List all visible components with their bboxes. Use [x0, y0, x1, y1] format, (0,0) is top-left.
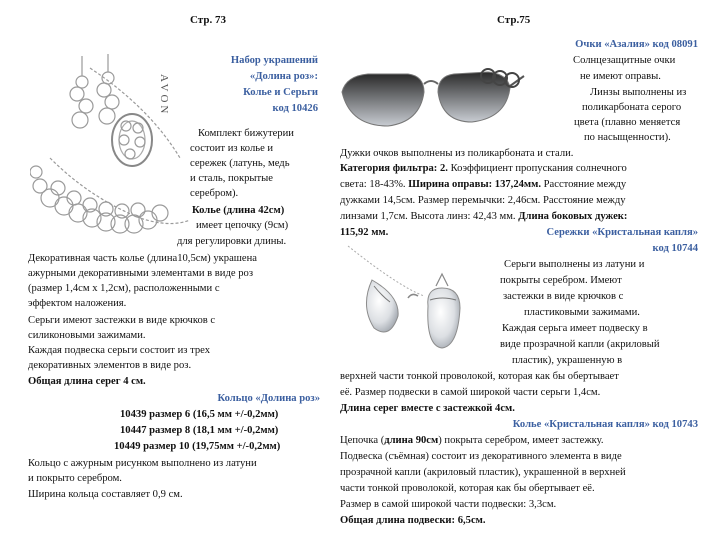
earring-length: Общая длина серег 4 см. — [28, 376, 146, 387]
ring-size: 10439 размер 6 (16,5 мм +/-0,2мм) — [120, 409, 279, 420]
glasses-intro-line: Линзы выполнены из — [590, 87, 687, 98]
page-number-right: Стр.75 — [497, 14, 531, 26]
chain-line: для регулировки длины. — [177, 236, 287, 247]
ring-desc-line: Кольцо с ажурным рисунком выполнено из латуни — [28, 458, 257, 469]
crystal-drop-jewelry-image — [338, 236, 498, 356]
set-body-line: Серьги имеют застежки в виде крючков с — [28, 315, 216, 326]
set-body-line: ажурными декоративными элементами в виде роз — [28, 268, 253, 279]
set-body-line: эффектом наложения. — [28, 298, 127, 309]
set-intro-line: серебром). — [190, 188, 239, 199]
set-body-line: Каждая подвеска серьги состоит из трех — [28, 345, 210, 356]
earrings-desc-line: покрыты серебром. Имеют — [500, 275, 622, 286]
glasses-intro-line: цвета (плавно меняется — [574, 117, 681, 128]
lens-text: линзами 1,7см. Высота линз: 42,43 мм. — [340, 211, 519, 222]
chain-label-b: ) покрыта серебром, имеет застежку. — [438, 435, 604, 446]
necklace-desc-line: прозрачной капли (акриловый пластик), украшенной в верхней — [340, 467, 626, 478]
glasses-temples: Дужки очков выполнены из поликарбоната и стали. — [340, 148, 574, 159]
set-body-line: (размер 1,4см х 1,2см), расположенными с — [28, 283, 220, 294]
glasses-title: Очки «Азалия» код 08091 — [575, 39, 698, 50]
rose-jewelry-set-image — [30, 48, 195, 248]
earrings-desc-line: Каждая серьга имеет подвеску в — [502, 323, 648, 334]
frame-width: Ширина оправы: 137,24мм. — [408, 179, 541, 190]
set-title-line-2: «Долина роз»: — [249, 71, 318, 82]
necklace-desc-line: части тонкой проволокой, которая как бы обертывает её. — [340, 483, 595, 494]
glasses-intro-line: по насыщенности). — [584, 132, 671, 143]
ring-desc-line: и покрыто серебром. — [28, 473, 122, 484]
set-title-line-1: Набор украшений — [230, 55, 318, 66]
set-intro-line: Комплект бижутерии — [198, 128, 294, 139]
earrings-desc-line: Серьги выполнены из латуни и — [504, 259, 645, 270]
earrings-desc-wide-line: верхней части тонкой проволокой, которая как бы обертывает — [340, 371, 619, 382]
earrings-desc-wide-line: её. Размер подвески в самой широкой части серьги 1,4см. — [340, 387, 601, 398]
chain-length: длина 90см — [384, 435, 439, 446]
earrings-desc-line: виде прозрачной капли (акриловый — [500, 339, 660, 350]
frame-line — [340, 178, 626, 192]
set-intro-line: сережек (латунь, медь — [190, 158, 290, 169]
set-body-line: декоративных элементов в виде роз. — [28, 360, 192, 371]
earrings-length: Длина серег вместе с застежкой 4см. — [340, 403, 515, 414]
chain-label-a: Цепочка ( — [340, 435, 385, 446]
set-title-line-3: Колье и Серьги — [243, 87, 318, 98]
temple-length-value: 115,92 мм. — [340, 227, 389, 238]
necklace-desc-line: Подвеска (съёмная) состоит из декоративного элемента в виде — [340, 451, 622, 462]
set-body-line: Декоративная часть колье (длина10,5см) украшена — [28, 253, 257, 264]
glasses-more-line: дужками 14,5см. Размер перемычки: 2,46см. Расстояние между — [340, 195, 626, 206]
set-body-line: силиконовыми зажимами. — [28, 330, 146, 341]
necklace-title: Колье «Кристальная капля» код 10743 — [512, 419, 698, 430]
earrings-desc-line: пластик), украшенную в — [512, 355, 623, 366]
necklace-length: Колье (длина 42см) — [192, 205, 285, 216]
earrings-code: код 10744 — [652, 243, 698, 254]
glasses-intro-line: Солнцезащитные очки — [573, 55, 676, 66]
filter-line — [340, 162, 627, 176]
ring-title: Кольцо «Долина роз» — [217, 393, 320, 404]
pendant-length: Общая длина подвески: 6,5см. — [340, 515, 486, 526]
lens-line — [340, 210, 627, 224]
ring-desc-line: Ширина кольца составляет 0,9 см. — [28, 489, 183, 500]
ring-size: 10447 размер 8 (18,1 мм +/-0,2мм) — [120, 425, 279, 436]
necklace-desc-line: Размер в самой широкой части подвески: 3,3см. — [340, 499, 557, 510]
chain-length-line — [340, 434, 604, 448]
set-intro-line: состоит из колье и — [190, 143, 274, 154]
filter-rest: Коэффициент пропускания солнечного — [447, 163, 627, 174]
earrings-desc-line: застежки в виде крючков с — [503, 291, 624, 302]
chain-line: имеет цепочку (9см) — [196, 220, 289, 231]
earrings-title: Сережки «Кристальная капля» — [546, 227, 698, 238]
filter-label: Категория фильтра: 2. — [340, 163, 448, 174]
light-text: света: 18-43%. — [340, 179, 409, 190]
glasses-intro-line: поликарбоната серого — [582, 102, 682, 113]
brand-logo: AVON — [158, 74, 170, 117]
set-intro-line: и сталь, покрытые — [190, 173, 273, 184]
ring-size: 10449 размер 10 (19,75мм +/-0,2мм) — [114, 441, 281, 452]
glasses-intro-line: не имеют оправы. — [580, 71, 661, 82]
set-title-line-4: код 10426 — [272, 103, 318, 114]
page-number-left: Стр. 73 — [190, 14, 226, 26]
earrings-desc-line: пластиковыми зажимами. — [524, 307, 640, 318]
temple-length-label: Длина боковых дужек: — [518, 211, 628, 222]
sunglasses-image — [338, 56, 528, 138]
light-text-b: Расстояние между — [541, 179, 627, 190]
